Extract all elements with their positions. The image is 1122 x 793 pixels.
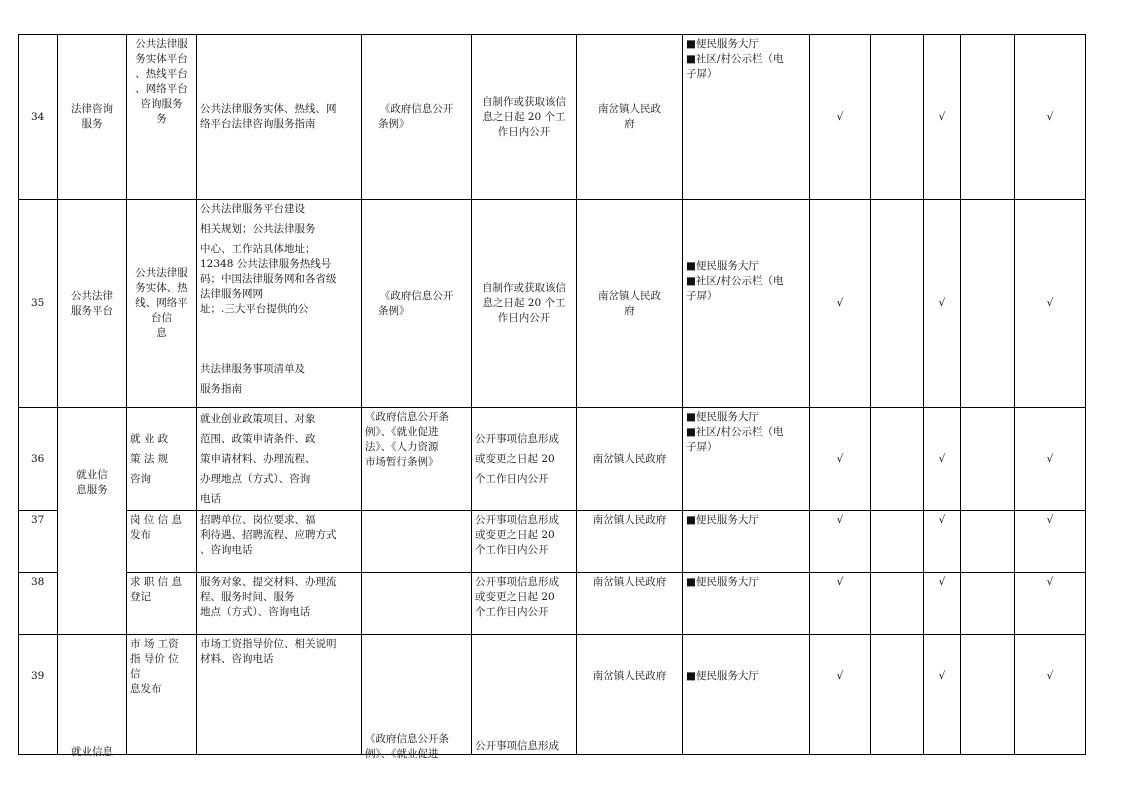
check-mark: √ — [1015, 35, 1086, 200]
check-mark: √ — [1015, 635, 1086, 755]
table-row — [19, 408, 1086, 511]
row-number: 34 — [19, 35, 58, 200]
table-row — [19, 200, 1086, 408]
disclosure-timelimit: 公开事项信息形成 或变更之日起 20 个工作日内公开 — [472, 573, 577, 635]
row-number: 38 — [19, 573, 58, 635]
legal-basis: 《政府信息公开条 例》、《就业促进 法》、《人力资源 市场暂行条例》 — [362, 408, 472, 511]
check-mark: √ — [924, 573, 961, 635]
disclosure-channel: ■便民服务大厅 ■社区/村公示栏（电 子屏） — [683, 200, 810, 408]
disclosure-subject: 南岔镇人民政 府 — [577, 35, 683, 200]
check-mark: √ — [1015, 200, 1086, 408]
disclosure-timelimit: 公开事项信息形成 — [472, 635, 577, 755]
check-mark: √ — [1015, 573, 1086, 635]
disclosure-subject: 南岔镇人民政府 — [577, 635, 683, 755]
disclosure-content: 公共法律服务实体、热线、网 络平台法律咨询服务指南 — [197, 35, 362, 200]
service-item: 公共法律服 务实体平台 、热线平台 、网络平台 咨询服务 务 — [127, 35, 197, 200]
disclosure-timelimit: 自制作或获取该信 息之日起 20 个工 作日内公开 — [472, 200, 577, 408]
check-mark: √ — [924, 35, 961, 200]
legal-basis: 《政府信息公开 条例》 — [362, 35, 472, 200]
disclosure-subject: 南岔镇人民政府 — [577, 511, 683, 573]
empty-cell — [961, 511, 1015, 573]
service-category: 就业信息 — [58, 635, 127, 755]
disclosure-content: 就业创业政策项目、对象 范围、政策申请条件、政 策申请材料、办理流程、 办理地点（方式）、咨询 电话 — [197, 408, 362, 511]
empty-cell — [961, 35, 1015, 200]
service-item: 公共法律服 务实体、热 线、网络平 台信 息 — [127, 200, 197, 408]
disclosure-subject: 南岔镇人民政 府 — [577, 200, 683, 408]
public-service-table — [18, 34, 1086, 760]
disclosure-channel: ■便民服务大厅 — [683, 635, 810, 755]
check-mark: √ — [810, 408, 871, 511]
empty-cell — [961, 635, 1015, 755]
legal-basis: 《政府信息公开 条例》 — [362, 200, 472, 408]
disclosure-timelimit: 自制作或获取该信 息之日起 20 个工 作日内公开 — [472, 35, 577, 200]
check-mark: √ — [1015, 408, 1086, 511]
disclosure-content: 招聘单位、岗位要求、福 利待遇、招聘流程、应聘方式 、咨询电话 — [197, 511, 362, 573]
check-mark: √ — [810, 200, 871, 408]
row-number: 36 — [19, 408, 58, 511]
service-item: 岗 位 信 息 发布 — [127, 511, 197, 573]
service-item: 市 场 工资 指 导价 位 信 息发布 — [127, 635, 197, 755]
table-row — [19, 635, 1086, 755]
service-item: 就 业 政 策 法 规 咨询 — [127, 408, 197, 511]
empty-cell — [871, 573, 924, 635]
empty-cell — [871, 511, 924, 573]
empty-cell — [871, 408, 924, 511]
disclosure-timelimit: 公开事项信息形成 或变更之日起 20 个工作日内公开 — [472, 511, 577, 573]
row-number: 37 — [19, 511, 58, 573]
empty-cell — [871, 200, 924, 408]
legal-basis — [362, 511, 472, 573]
public-service-table-sheet — [18, 34, 1085, 760]
disclosure-content: 公共法律服务平台建设 相关规划；公共法律服务 中心、工作站具体地址； 12348 公共法律服务热线号 码；中国法律服务网和各省级 法律服务网网 址；.三大平台提供的公 共法律服务事项清单及 服务指南 — [197, 200, 362, 408]
disclosure-channel: ■便民服务大厅 — [683, 511, 810, 573]
empty-cell — [961, 200, 1015, 408]
table-row — [19, 35, 1086, 200]
disclosure-content: 服务对象、提交材料、办理流 程、服务时间、服务 地点（方式）、咨询电话 — [197, 573, 362, 635]
disclosure-timelimit: 公开事项信息形成 或变更之日起 20 个工作日内公开 — [472, 408, 577, 511]
check-mark: √ — [924, 635, 961, 755]
disclosure-channel: ■便民服务大厅 ■社区/村公示栏（电 子屏） — [683, 35, 810, 200]
table-row — [19, 511, 1086, 573]
check-mark: √ — [810, 573, 871, 635]
disclosure-channel: ■便民服务大厅 ■社区/村公示栏（电 子屏） — [683, 408, 810, 511]
service-item: 求 职 信 息 登记 — [127, 573, 197, 635]
check-mark: √ — [924, 200, 961, 408]
table-row — [19, 573, 1086, 635]
check-mark: √ — [810, 635, 871, 755]
check-mark: √ — [924, 511, 961, 573]
check-mark: √ — [924, 408, 961, 511]
row-number: 39 — [19, 635, 58, 755]
check-mark: √ — [1015, 511, 1086, 573]
legal-basis — [362, 573, 472, 635]
row-number: 35 — [19, 200, 58, 408]
empty-cell — [961, 573, 1015, 635]
check-mark: √ — [810, 35, 871, 200]
disclosure-subject: 南岔镇人民政府 — [577, 408, 683, 511]
empty-cell — [961, 408, 1015, 511]
service-category: 法律咨询 服务 — [58, 35, 127, 200]
disclosure-subject: 南岔镇人民政府 — [577, 573, 683, 635]
check-mark: √ — [810, 511, 871, 573]
service-category: 公共法律 服务平台 — [58, 200, 127, 408]
service-category: 就业信 息服务 — [58, 408, 127, 635]
legal-basis: 《政府信息公开条 例》、《就业促进 — [362, 635, 472, 755]
disclosure-channel: ■便民服务大厅 — [683, 573, 810, 635]
disclosure-content: 市场工资指导价位、相关说明 材料、咨询电话 — [197, 635, 362, 755]
empty-cell — [871, 35, 924, 200]
empty-cell — [871, 635, 924, 755]
